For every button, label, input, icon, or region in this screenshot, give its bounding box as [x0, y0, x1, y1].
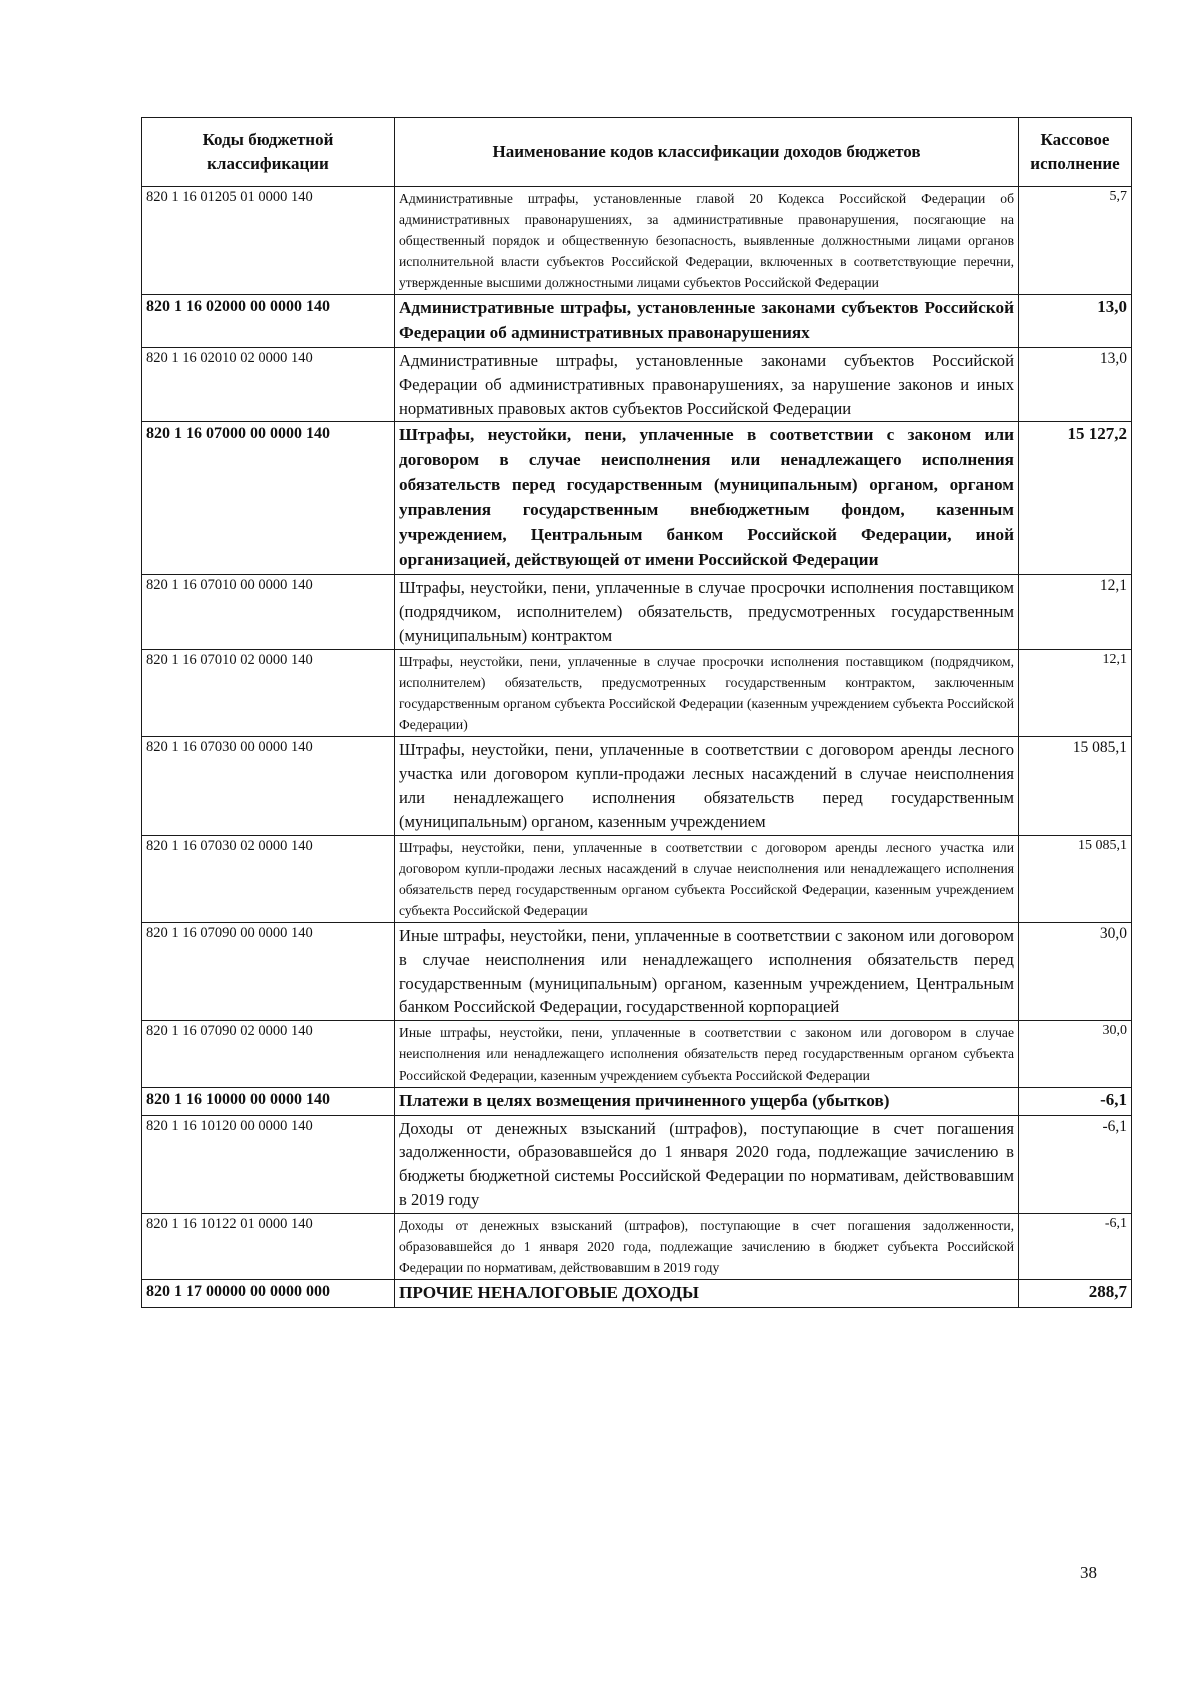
row-name: Штрафы, неустойки, пени, уплаченные в случае просрочки исполнения поставщиком (подрядчиком, исполнителем) обязательств, предусмотренных государственным контрактом, заключенным государственным органом субъекта Российской Федерации (казенным учреждением субъекта Российской Федерации)	[395, 649, 1019, 736]
row-name: Административные штрафы, установленные главой 20 Кодекса Российской Федерации об административных правонарушениях, за административные правонарушения, посягающие на общественный порядок и общественную безопасность, выявленные должностными лицами органов исполнительной власти субъектов Российской Федерации, включенных в соответствующие перечни, утвержденные высшими должностными лицами субъектов Российской Федерации	[395, 186, 1019, 294]
row-code: 820 1 16 07010 00 0000 140	[142, 575, 395, 650]
row-value: 30,0	[1019, 922, 1132, 1021]
table-row	[142, 575, 1132, 650]
row-name: Доходы от денежных взысканий (штрафов), поступающие в счет погашения задолженности, образовавшейся до 1 января 2020 года, подлежащие зачислению в бюджет субъекта Российской Федерации по нормативам, действовавшим в 2019 году	[395, 1214, 1019, 1280]
table-row	[142, 294, 1132, 347]
row-value: 5,7	[1019, 186, 1132, 294]
row-value: 15 085,1	[1019, 835, 1132, 922]
table-row	[142, 1280, 1132, 1308]
row-code: 820 1 17 00000 00 0000 000	[142, 1280, 395, 1308]
header-name: Наименование кодов классификации доходов бюджетов	[395, 118, 1019, 187]
row-value: 15 085,1	[1019, 737, 1132, 836]
row-code: 820 1 16 01205 01 0000 140	[142, 186, 395, 294]
table-row	[142, 1214, 1132, 1280]
row-name: Штрафы, неустойки, пени, уплаченные в случае просрочки исполнения поставщиком (подрядчиком, исполнителем) обязательств, предусмотренных государственным (муниципальным) контрактом	[395, 575, 1019, 650]
row-code: 820 1 16 10120 00 0000 140	[142, 1115, 395, 1214]
table-row	[142, 347, 1132, 422]
row-code: 820 1 16 02000 00 0000 140	[142, 294, 395, 347]
row-code: 820 1 16 07000 00 0000 140	[142, 422, 395, 575]
row-name: Административные штрафы, установленные законами субъектов Российской Федерации об административных правонарушениях	[395, 294, 1019, 347]
row-name: Штрафы, неустойки, пени, уплаченные в соответствии с договором аренды лесного участка или договором купли-продажи лесных насаждений в случае неисполнения или ненадлежащего исполнения обязательств перед государственным органом субъекта Российской Федерации, казенным учреждением субъекта Российской Федерации	[395, 835, 1019, 922]
row-name: Иные штрафы, неустойки, пени, уплаченные в соответствии с законом или договором в случае неисполнения или ненадлежащего исполнения обязательств перед государственным органом субъекта Российской Федерации, казенным учреждением субъекта Российской Федерации	[395, 1021, 1019, 1087]
row-value: 15 127,2	[1019, 422, 1132, 575]
row-value: 13,0	[1019, 294, 1132, 347]
table-row	[142, 1087, 1132, 1115]
row-name: Платежи в целях возмещения причиненного ущерба (убытков)	[395, 1087, 1019, 1115]
row-value: 12,1	[1019, 575, 1132, 650]
header-code: Коды бюджетной классификации	[142, 118, 395, 187]
page-number: 38	[1080, 1563, 1097, 1582]
row-value: -6,1	[1019, 1087, 1132, 1115]
row-code: 820 1 16 07090 00 0000 140	[142, 922, 395, 1021]
row-name: Доходы от денежных взысканий (штрафов), поступающие в счет погашения задолженности, образовавшейся до 1 января 2020 года, подлежащие зачислению в бюджеты бюджетной системы Российской Федерации по нормативам, действовавшим в 2019 году	[395, 1115, 1019, 1214]
row-code: 820 1 16 07030 00 0000 140	[142, 737, 395, 836]
row-code: 820 1 16 07030 02 0000 140	[142, 835, 395, 922]
row-code: 820 1 16 02010 02 0000 140	[142, 347, 395, 422]
table-row	[142, 422, 1132, 575]
row-value: 288,7	[1019, 1280, 1132, 1308]
row-value: 12,1	[1019, 649, 1132, 736]
row-name: Штрафы, неустойки, пени, уплаченные в соответствии с договором аренды лесного участка или договором купли-продажи лесных насаждений в случае неисполнения или ненадлежащего исполнения обязательств перед государственным (муниципальным) органом, казенным учреждением	[395, 737, 1019, 836]
row-name: Административные штрафы, установленные законами субъектов Российской Федерации об административных правонарушениях, за нарушение законов и иных нормативных правовых актов субъектов Российской Федерации	[395, 347, 1019, 422]
table-row	[142, 737, 1132, 836]
row-name: Штрафы, неустойки, пени, уплаченные в соответствии с законом или договором в случае неисполнения или ненадлежащего исполнения обязательств перед государственным (муниципальным) органом, органом управления государственным внебюджетным фондом, казенным учреждением, Центральным банком Российской Федерации, иной организацией, действующей от имени Российской Федерации	[395, 422, 1019, 575]
row-value: -6,1	[1019, 1115, 1132, 1214]
table-row	[142, 922, 1132, 1021]
table-row	[142, 835, 1132, 922]
row-value: -6,1	[1019, 1214, 1132, 1280]
row-code: 820 1 16 10122 01 0000 140	[142, 1214, 395, 1280]
row-value: 30,0	[1019, 1021, 1132, 1087]
budget-revenue-table	[141, 117, 1132, 1308]
table-row	[142, 649, 1132, 736]
row-code: 820 1 16 10000 00 0000 140	[142, 1087, 395, 1115]
row-code: 820 1 16 07010 02 0000 140	[142, 649, 395, 736]
row-name: Иные штрафы, неустойки, пени, уплаченные в соответствии с законом или договором в случае неисполнения или ненадлежащего исполнения обязательств перед государственным (муниципальным) органом, казенным учреждением, Центральным банком Российской Федерации, государственной корпорацией	[395, 922, 1019, 1021]
header-value: Кассовое исполнение	[1019, 118, 1132, 187]
row-code: 820 1 16 07090 02 0000 140	[142, 1021, 395, 1087]
row-value: 13,0	[1019, 347, 1132, 422]
table-row	[142, 1115, 1132, 1214]
table-row	[142, 186, 1132, 294]
table-row	[142, 1021, 1132, 1087]
row-name: ПРОЧИЕ НЕНАЛОГОВЫЕ ДОХОДЫ	[395, 1280, 1019, 1308]
table-header-row	[142, 118, 1132, 187]
